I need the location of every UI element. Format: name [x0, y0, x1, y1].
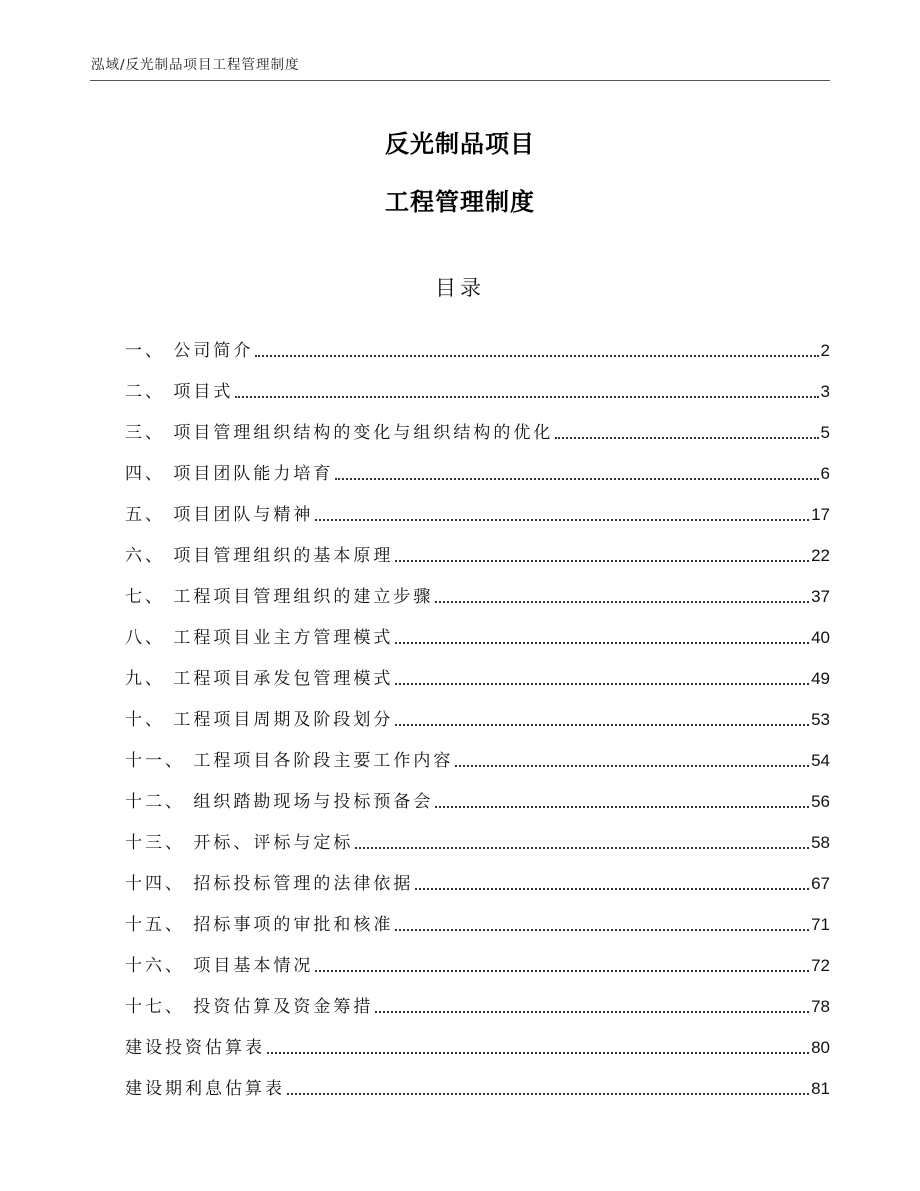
toc-heading: 目录 [435, 276, 485, 300]
toc-entry-title: 建设投资估算表 [125, 1038, 265, 1058]
toc-entry[interactable] [125, 1061, 830, 1102]
toc-leader-dots [395, 929, 809, 931]
toc-leader-dots [395, 642, 809, 644]
toc-entry-title: 十三、 开标、评标与定标 [125, 833, 354, 853]
toc-entry-page: 49 [811, 669, 830, 688]
toc-leader-dots [375, 1011, 809, 1013]
toc-entry-page: 53 [811, 710, 830, 729]
toc-entry-title: 十四、 招标投标管理的法律依据 [125, 874, 414, 894]
toc-entry-title: 十一、 工程项目各阶段主要工作内容 [125, 751, 454, 771]
document-title-line-1: 反光制品项目 [385, 130, 535, 158]
toc-entry[interactable] [125, 774, 830, 815]
toc-entry-title: 十七、 投资估算及资金筹措 [125, 997, 374, 1017]
toc-leader-dots [435, 601, 809, 603]
toc-entry-title: 建设期利息估算表 [125, 1079, 285, 1099]
toc-leader-dots [395, 683, 809, 685]
toc-leader-dots [287, 1093, 809, 1095]
toc-entry[interactable] [125, 528, 830, 569]
table-of-contents [125, 323, 830, 1102]
toc-entry[interactable] [125, 692, 830, 733]
toc-leader-dots [415, 888, 809, 890]
toc-entry-title: 四、 项目团队能力培育 [125, 464, 334, 484]
toc-entry-title: 六、 项目管理组织的基本原理 [125, 546, 394, 566]
toc-entry[interactable] [125, 364, 830, 405]
toc-entry-page: 80 [811, 1038, 830, 1057]
document-title-line-2: 工程管理制度 [385, 188, 535, 216]
toc-entry-page: 37 [811, 587, 830, 606]
toc-entry-title: 十五、 招标事项的审批和核准 [125, 915, 394, 935]
toc-entry-page: 56 [811, 792, 830, 811]
toc-leader-dots [235, 396, 818, 398]
toc-entry[interactable] [125, 897, 830, 938]
toc-entry-page: 78 [811, 997, 830, 1016]
toc-leader-dots [455, 765, 809, 767]
toc-entry-page: 22 [811, 546, 830, 565]
toc-leader-dots [255, 355, 818, 357]
toc-entry-page: 58 [811, 833, 830, 852]
toc-entry[interactable] [125, 856, 830, 897]
toc-entry-title: 八、 工程项目业主方管理模式 [125, 628, 394, 648]
toc-entry[interactable] [125, 323, 830, 364]
toc-entry-title: 十二、 组织踏勘现场与投标预备会 [125, 792, 434, 812]
toc-entry-page: 3 [820, 382, 830, 401]
toc-entry[interactable] [125, 610, 830, 651]
toc-entry[interactable] [125, 979, 830, 1020]
toc-entry-title: 五、 项目团队与精神 [125, 505, 314, 525]
toc-entry[interactable] [125, 651, 830, 692]
toc-entry-page: 2 [820, 341, 830, 360]
toc-entry[interactable] [125, 446, 830, 487]
toc-entry-page: 54 [811, 751, 830, 770]
toc-leader-dots [435, 806, 809, 808]
running-header: 泓域/反光制品项目工程管理制度 [91, 57, 300, 73]
toc-leader-dots [267, 1052, 809, 1054]
toc-entry-title: 一、 公司简介 [125, 341, 254, 361]
toc-entry-page: 81 [811, 1079, 830, 1098]
toc-entry[interactable] [125, 405, 830, 446]
toc-entry-title: 九、 工程项目承发包管理模式 [125, 669, 394, 689]
toc-leader-dots [335, 478, 818, 480]
toc-entry-page: 6 [820, 464, 830, 483]
toc-leader-dots [315, 519, 809, 521]
toc-entry[interactable] [125, 815, 830, 856]
toc-entry-page: 72 [811, 956, 830, 975]
toc-leader-dots [555, 437, 818, 439]
toc-entry-page: 40 [811, 628, 830, 647]
toc-entry-page: 17 [811, 505, 830, 524]
toc-entry-title: 二、 项目式 [125, 382, 234, 402]
toc-leader-dots [395, 560, 809, 562]
toc-entry-page: 67 [811, 874, 830, 893]
toc-leader-dots [355, 847, 809, 849]
toc-entry[interactable] [125, 569, 830, 610]
toc-entry[interactable] [125, 1020, 830, 1061]
toc-entry-title: 七、 工程项目管理组织的建立步骤 [125, 587, 434, 607]
toc-entry-page: 5 [820, 423, 830, 442]
toc-entry-page: 71 [811, 915, 830, 934]
toc-entry[interactable] [125, 938, 830, 979]
toc-leader-dots [315, 970, 809, 972]
toc-leader-dots [395, 724, 809, 726]
toc-entry-title: 十、 工程项目周期及阶段划分 [125, 710, 394, 730]
toc-entry[interactable] [125, 733, 830, 774]
header-divider [90, 80, 830, 81]
toc-entry-title: 三、 项目管理组织结构的变化与组织结构的优化 [125, 423, 554, 443]
toc-entry[interactable] [125, 487, 830, 528]
toc-entry-title: 十六、 项目基本情况 [125, 956, 314, 976]
